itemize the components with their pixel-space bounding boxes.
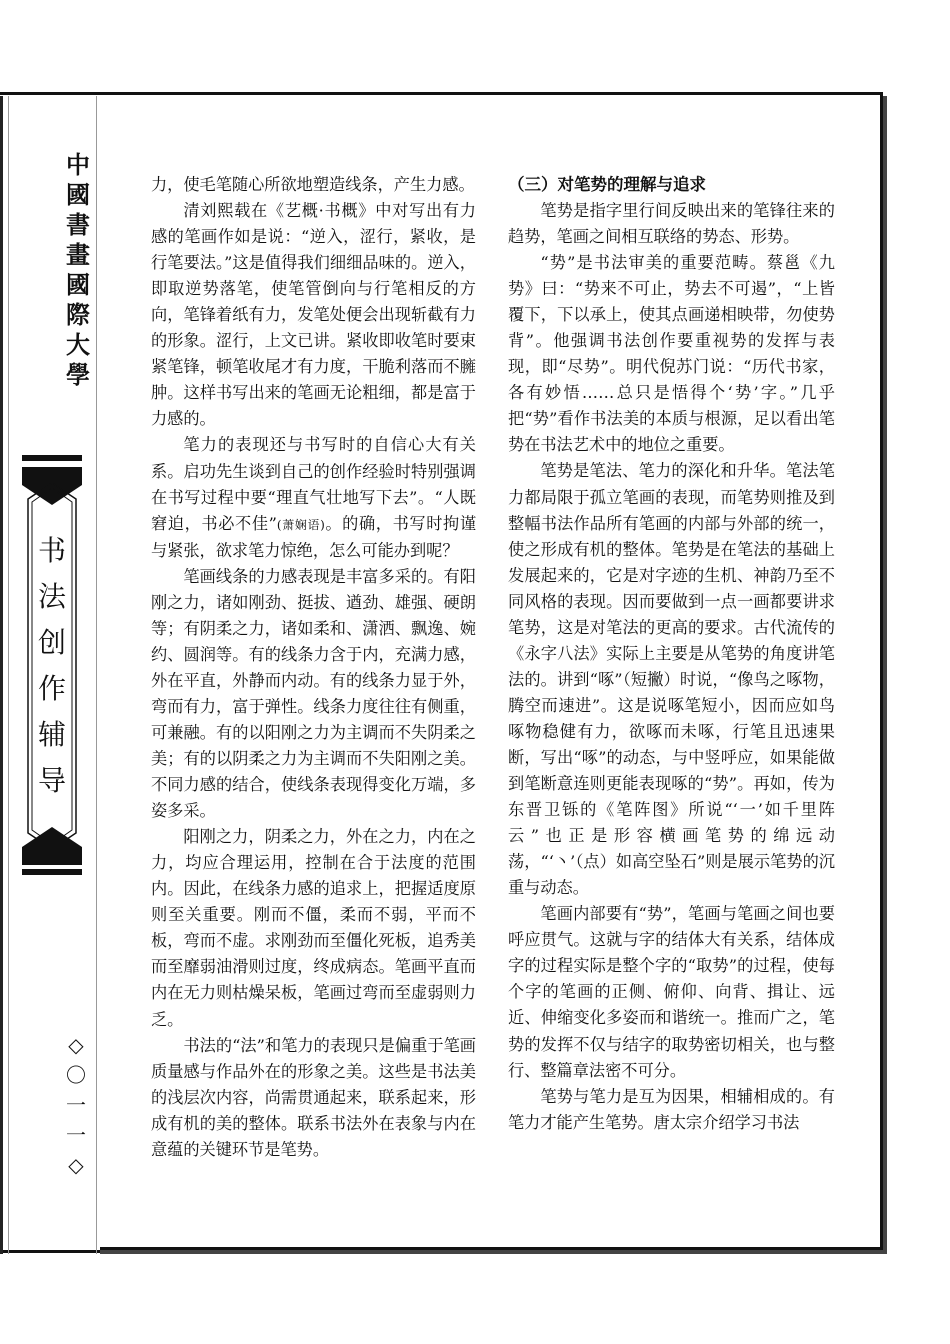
spine-border-top [0,92,100,95]
university-char: 書 [66,211,90,239]
book-title [22,528,82,804]
page-number-char: ◇ [68,1033,84,1057]
paragraph-text: 。的确，书写时拘谨与紧张，欲求笔力惊绝，怎么可能办到呢？ [151,513,477,560]
book-title-char: 辅 [37,718,66,751]
paragraph: 清刘熙载在《艺概·书概》中对写出有力感的笔画作如是说：“逆入，涩行，紧收，是行笔要法。”这是值得我们细细品味的。逆入，即取逆势落笔，使笔管倒向与行笔相反的方向，笔锋着纸有力，发笔处便会出现斩截有力的形象。涩行，上文已讲。紧收即收笔时要束紧笔锋，顿笔收尾才有力度，干脆利落而不臃肿。这样书写出来的笔画无论粗细，都是富于力感的。 [151,201,476,429]
book-title-char: 法 [37,580,66,613]
page-number-char: ◇ [68,1153,84,1177]
university-char: 國 [66,181,90,209]
paragraph: 笔势是笔法、笔力的深化和升华。笔法笔力都局限于孤立笔画的表现，而笔势则推及到整幅书法作品所有笔画的内部与外部的统一，使之形成有机的整体。笔势是在笔法的基础上发展起来的，它是对字迹的生机、神韵乃至不同风格的表现。因而要做到一点一画都要讲求笔势，这是对笔法的更高的要求。古代流传的《永字八法》实际上主要是从笔势的角度讲笔法的。讲到“啄”（短撇）时说，“像鸟之啄物，腾空而速进”。这是说啄笔短小，因而应如鸟啄物稳健有力，欲啄而未啄，行笔且迅速果断，写出“啄”的动态，与中竖呼应，如果能做到笔断意连则更能表现啄的“势”。再如，传为东晋卫铄的《笔阵图》所说“‘一’如千里阵云”也正是形容横画笔势的绵远动荡，“‘丶’（点）如高空坠石”则是展示笔势的沉重与动态。 [508,461,835,898]
book-title-char: 创 [37,626,66,659]
page-number-char: 一 [66,1123,86,1147]
paragraph: 笔势是指字里行间反映出来的笔锋往来的趋势，笔画之间相互联络的势态、形势。 [508,201,835,247]
university-char: 國 [66,271,90,299]
spine-inner-line-left [8,96,9,1254]
paragraph: 阳刚之力，阴柔之力，外在之力，内在之力，均应合理运用，控制在合于法度的范围内。因此，在线条力感的追求上，把握适度原则至关重要。刚而不僵，柔而不弱，平而不板，弯而不虚。求刚劲而至僵化死板，追秀美而至靡弱油滑则过度，终成病态。笔画平直而内在无力则枯燥呆板，笔画过弯而至虚弱则力乏。 [151,827,476,1029]
citation-note: (萧娴语) [276,517,325,532]
book-title-char: 导 [37,764,66,797]
frame-shadow-bottom [100,1250,883,1254]
right-text-column [508,172,835,1136]
paragraph: 笔画内部要有“势”，笔画与笔画之间也要呼应贯气。这就与字的结体大有关系，结体成字的过程实际是整个字的“取势”的过程，使每个字的笔画的正侧、俯仰、向背、揖让、远近、伸缩变化多姿而和谐统一。推而广之，笔势的发挥不仅与结字的取势密切相关，也与整行、整篇章法密不可分。 [508,904,835,1080]
page-number-char: 〇 [66,1063,86,1087]
page-number-char: 一 [66,1093,86,1117]
university-char: 際 [66,301,90,329]
paragraph: 书法的“法”和笔力的表现只是偏重于笔画质量感与作品外在的形象之美。这些是书法美的浅层次内容，尚需贯通起来，联系起来，形成有机的美的整体。联系书法外在表象与内在意蕴的关键环节是笔势。 [151,1035,476,1159]
frame-shadow-right [883,96,887,1254]
university-char: 畫 [66,241,90,269]
spine-outer-line [0,96,3,1254]
paragraph: 笔势与笔力是互为因果，相辅相成的。有笔力才能产生笔势。唐太宗介绍学习书法 [508,1086,835,1132]
paragraph: 笔画线条的力感表现是丰富多采的。有阳刚之力，诸如刚劲、挺拔、遒劲、雄强、硬朗等；有阴柔之力，诸如柔和、潇洒、飘逸、婉约、圆润等。有的线条力含于内，充满力感，外在平直，外静而内动。有的线条力显于外，弯而有力，富于弹性。线条力度往往有侧重，可兼融。有的以阳刚之力为主调而不失阴柔之美；有的以阴柔之力为主调而不失阳刚之美。不同力感的结合，使线条表现得变化万端，多姿多采。 [151,566,476,821]
book-title-char: 作 [37,672,66,705]
university-char: 學 [66,361,90,389]
left-text-column [151,172,476,1163]
book-title-char: 书 [37,534,66,567]
paragraph [151,432,476,563]
paragraph-text: 笔力的表现还与书写时的自信心大有关系。启功先生谈到自己的创作经验时特别强调在书写过程中要“理直气壮地写下去”。“人既窘迫，书必不佳” [151,435,476,533]
university-char: 中 [66,151,90,179]
spine-border-bottom [0,1250,100,1253]
paragraph: “势”是书法审美的重要范畴。蔡邕《九势》曰：“势来不可止，势去不可遏”，“上皆覆下，下以承上，使其点画递相映带，勿使势背”。他强调书法创作要重视势的发挥与表现，即“尽势”。明代倪苏门说：“历代书家，各有妙悟……总只是悟得个‘势’字。”几乎把“势”看作书法美的本质与根源，足以看出笔势在书法艺术中的地位之重要。 [508,253,835,455]
university-char: 大 [66,331,90,359]
section-heading: （三）对笔势的理解与追求 [508,175,706,194]
university-name [60,150,96,390]
page-number [58,1030,94,1180]
paragraph: 力，使毛笔随心所欲地塑造线条，产生力感。 [151,175,475,194]
